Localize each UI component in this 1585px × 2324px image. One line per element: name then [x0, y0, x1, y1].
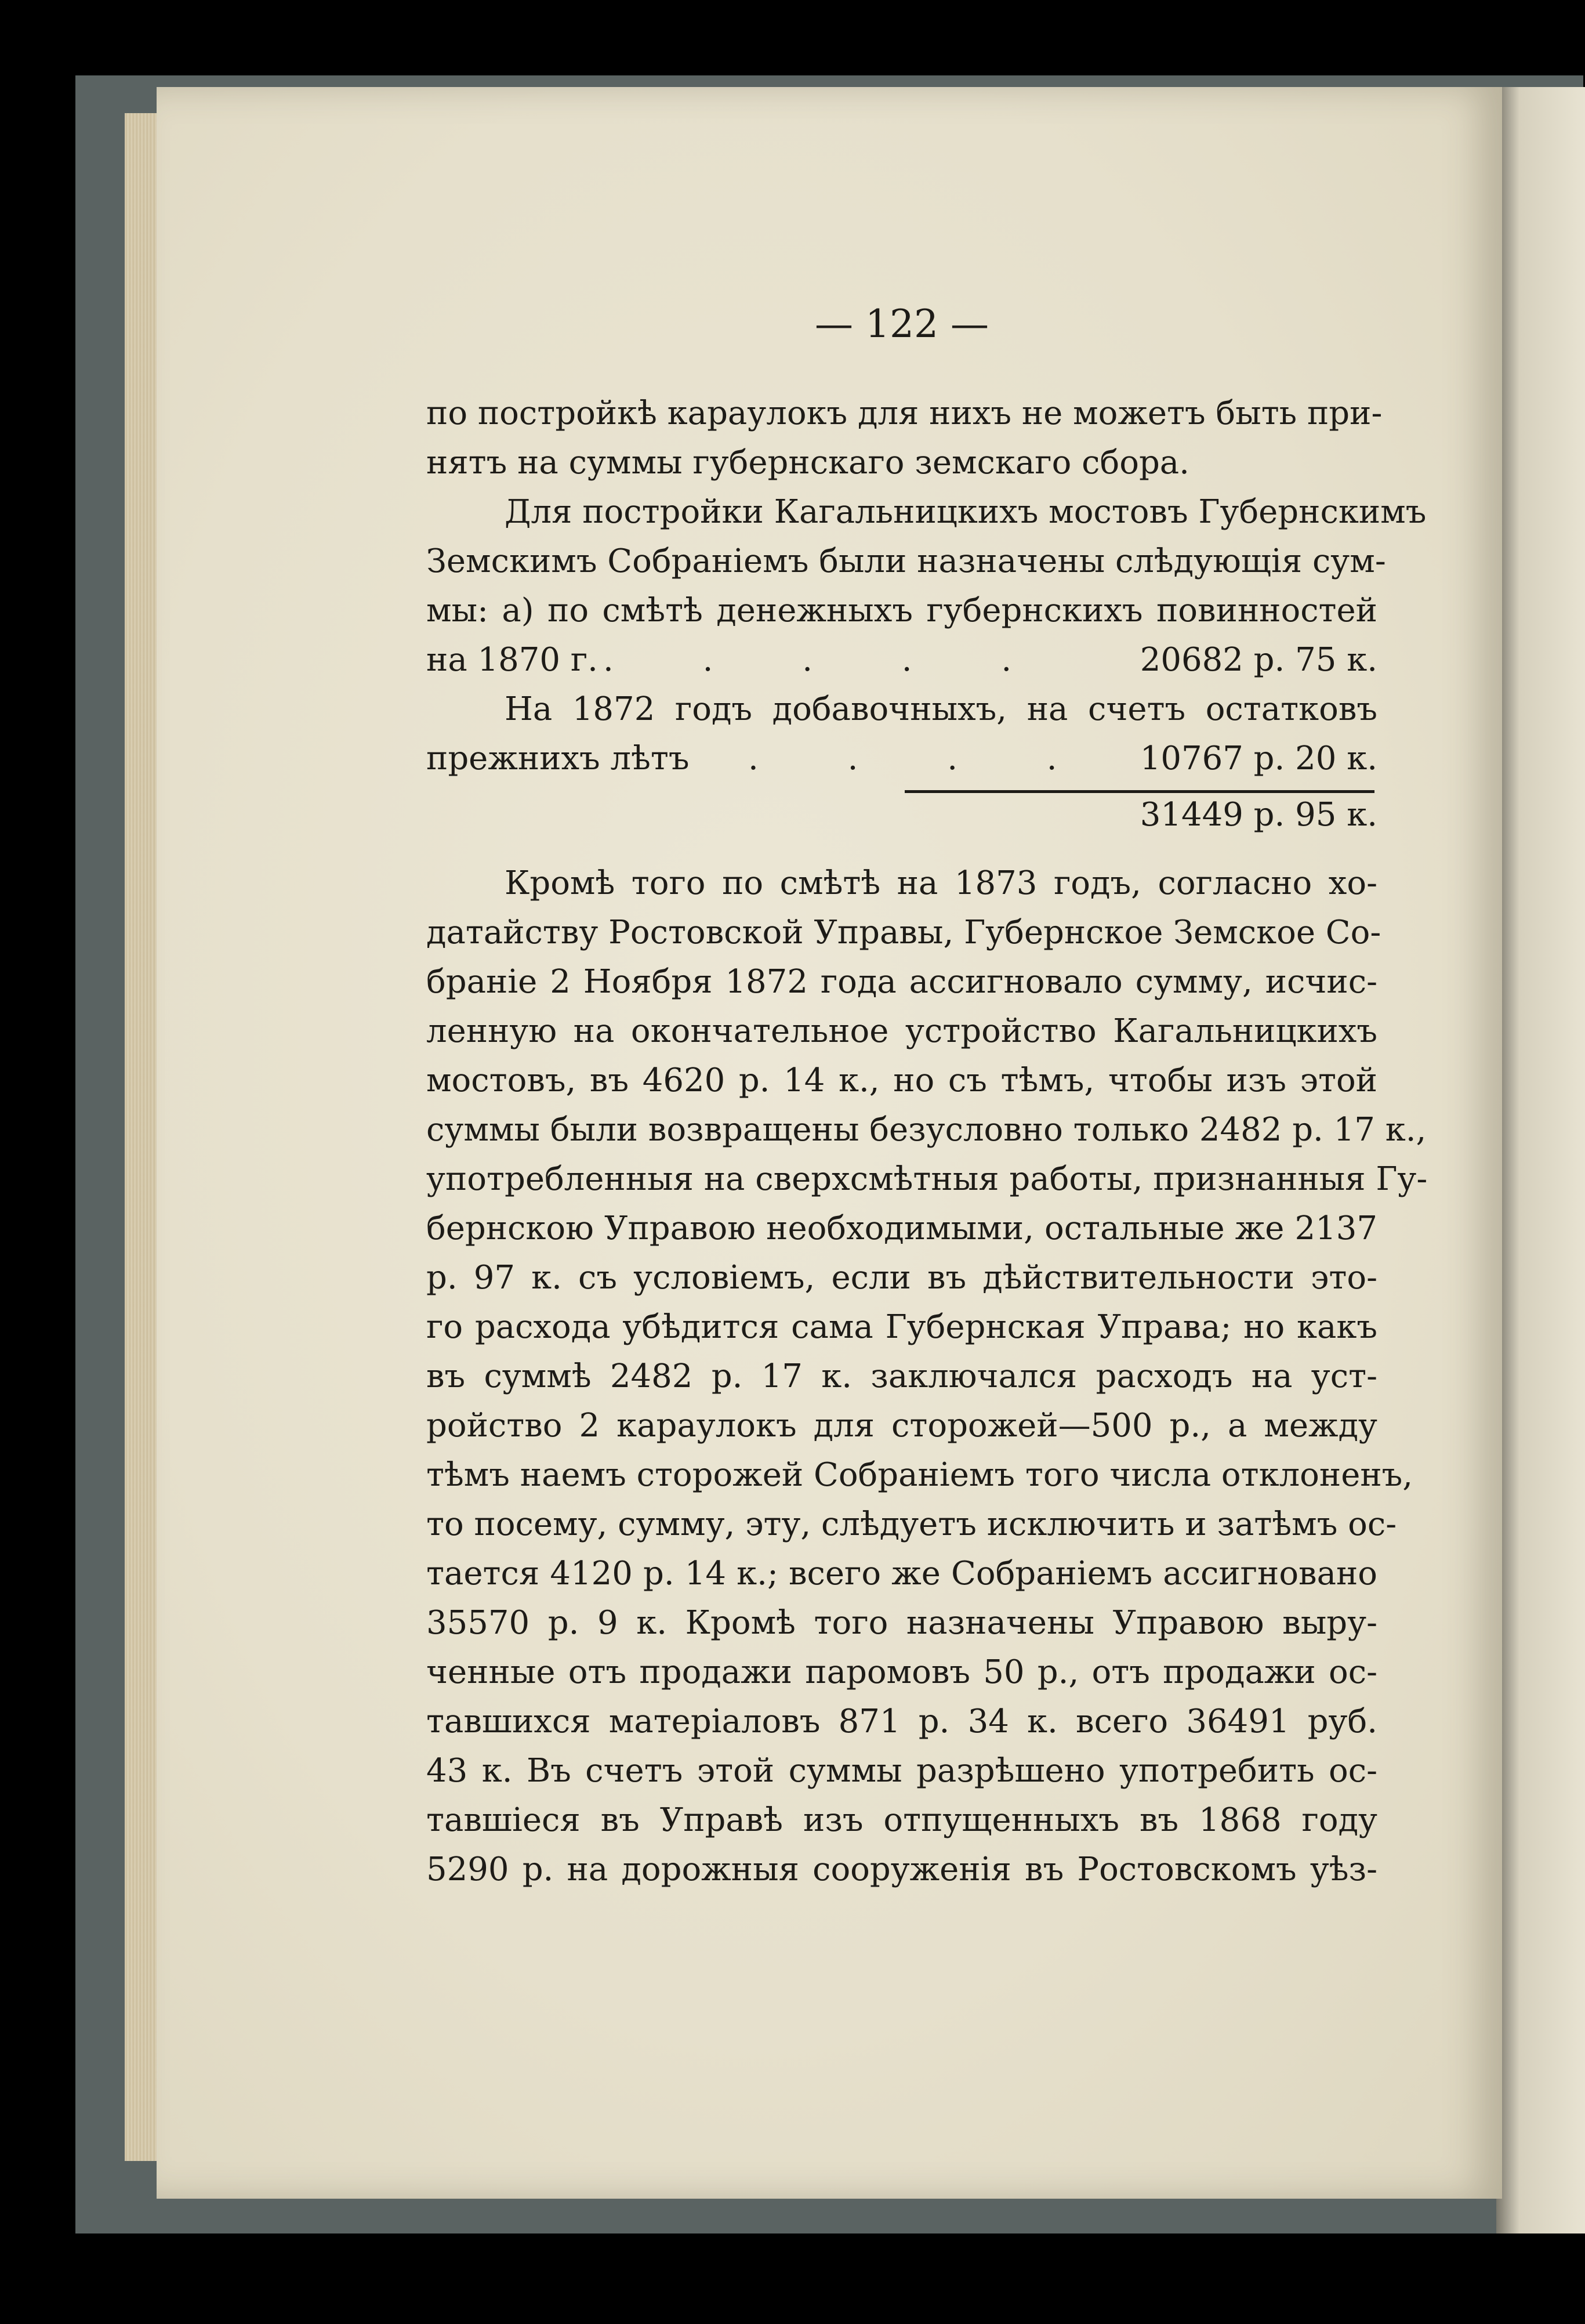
text-line: на 1870 г.	[426, 641, 598, 679]
sum-rule	[905, 790, 1374, 793]
text-line: ройство 2 караулокъ для сторожей—500 р., а между	[426, 1407, 1377, 1445]
dot-leader: . . . . .	[603, 641, 1051, 679]
text-line: 5290 р. на дорожныя сооруженія въ Ростовскомъ уѣз-	[426, 1851, 1377, 1888]
text-line: тавшихся матеріаловъ 871 р. 34 к. всего 36491 руб.	[426, 1703, 1377, 1740]
text-line: браніе 2 Ноября 1872 года ассигновало сумму, исчис-	[426, 963, 1377, 1001]
text-line: ченные отъ продажи паромовъ 50 р., отъ продажи ос-	[426, 1653, 1377, 1691]
text-line: На 1872 годъ добавочныхъ, на счетъ остатковъ	[505, 690, 1377, 728]
text-line: тается 4120 р. 14 к.; всего же Собраніемъ ассигновано	[426, 1555, 1377, 1592]
text-line: мостовъ, въ 4620 р. 14 к., но съ тѣмъ, чтобы изъ этой	[426, 1062, 1377, 1099]
text-line: 43 к. Въ счетъ этой суммы разрѣшено употребить ос-	[426, 1752, 1377, 1790]
text-line: ленную на окончательное устройство Кагальницкихъ	[426, 1012, 1377, 1050]
text-line: бернскою Управою необходимыми, остальные же 2137	[426, 1210, 1377, 1247]
dot-leader: . . . .	[748, 740, 1097, 777]
page-edges	[125, 113, 159, 2161]
text-line: употребленныя на сверхсмѣтныя работы, признанныя Гу-	[426, 1160, 1428, 1198]
text-line: прежнихъ лѣтъ	[426, 740, 690, 777]
page-number: — 122 —	[815, 302, 989, 346]
text-line: Кромѣ того по смѣтѣ на 1873 годъ, согласно хо-	[505, 864, 1377, 902]
text-line: въ суммѣ 2482 р. 17 к. заключался расходъ на уст-	[426, 1358, 1377, 1395]
text-line: то посему, сумму, эту, слѣдуетъ исключить и затѣмъ ос-	[426, 1505, 1397, 1543]
text-line: датайству Ростовской Управы, Губернское Земское Со-	[426, 914, 1381, 951]
text-line: мы: а) по смѣтѣ денежныхъ губернскихъ повинностей	[426, 592, 1377, 629]
total-amount: 31449 р. 95 к.	[1140, 796, 1377, 834]
text-line: го расхода убѣдится сама Губернская Управа; но какъ	[426, 1308, 1377, 1346]
text-line: по постройкѣ караулокъ для нихъ не можетъ быть при-	[426, 394, 1383, 432]
amount: 10767 р. 20 к.	[1140, 740, 1377, 777]
text-line: тѣмъ наемъ сторожей Собраніемъ того числа отклоненъ,	[426, 1456, 1413, 1494]
text-line: тавшіеся въ Управѣ изъ отпущенныхъ въ 1868 году	[426, 1801, 1377, 1839]
text-line: нятъ на суммы губернскаго земскаго сбора.	[426, 444, 1189, 482]
text-line: 35570 р. 9 к. Кромѣ того назначены Управою выру-	[426, 1604, 1377, 1642]
facing-page-edge	[1496, 87, 1585, 2233]
text-line: Земскимъ Собраніемъ были назначены слѣдующія сум-	[426, 542, 1386, 580]
amount: 20682 р. 75 к.	[1140, 641, 1377, 679]
text-line: суммы были возвращены безусловно только 2482 р. 17 к.,	[426, 1111, 1427, 1149]
text-line: р. 97 к. съ условіемъ, если въ дѣйствительности это-	[426, 1259, 1377, 1297]
text-line: Для постройки Кагальницкихъ мостовъ Губернскимъ	[505, 493, 1427, 531]
